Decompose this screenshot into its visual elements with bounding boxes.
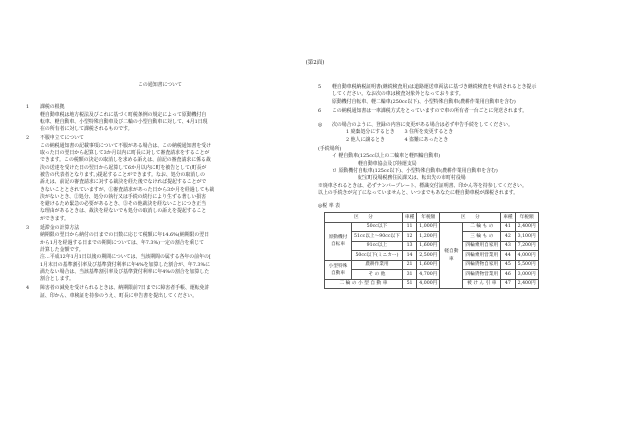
table-row xyxy=(325,232,539,242)
table-cell: 45 xyxy=(501,260,515,270)
table-cell: 50cc以下(ミニカー) xyxy=(352,251,403,261)
section-title: 不服申立てについて xyxy=(40,135,84,142)
table-row xyxy=(325,241,539,251)
notice-mark: ◎ xyxy=(318,122,323,129)
table-cell: 四輪貨物自家用 xyxy=(463,260,501,270)
table-header: 年税額 xyxy=(417,213,440,223)
section-1 xyxy=(26,104,294,133)
table-cell: 1,600円 xyxy=(417,260,440,270)
text-line: この納税通知書の記載事項について不服がある場合は、この納税通知書を受け xyxy=(40,142,212,149)
place-item: ロ 原動機付自転車(125cc以下)、小型特殊自動車(農耕作業用自動車を含む) xyxy=(332,167,498,174)
section-text xyxy=(40,143,294,223)
table-header: 車種 xyxy=(402,213,416,223)
rate-table xyxy=(324,212,539,289)
section-title: 課税の根拠 xyxy=(40,104,65,111)
section-text xyxy=(40,232,294,283)
text-line: 注…平成12年1月1日以後の期間については、当該期間の属する各年の前年の[ xyxy=(40,254,211,261)
table-cell: 31 xyxy=(402,270,416,280)
section-number: 2 xyxy=(26,135,30,142)
section-text xyxy=(40,285,294,300)
table-cell: 1,200円 xyxy=(417,232,440,242)
section-number: 5 xyxy=(318,84,322,90)
table-cell: 46 xyxy=(501,270,515,280)
text-line: 決の送達を受けた日の翌日から起算して6か月以内に町を被告として(町長が xyxy=(40,164,207,171)
section-text xyxy=(40,112,294,134)
section-2 xyxy=(26,135,294,223)
table-cell: 二 輪 も の xyxy=(463,222,501,232)
section-4 xyxy=(26,285,294,300)
text-line: 満たない場合は、当該基準割引率及び基準貸付利率に年4%の割合を加算した xyxy=(40,268,210,275)
table-cell: 11 xyxy=(402,222,416,232)
text-line: この納税通知書は一車課税方式をとっていますので車の所有者一台ごとに発送されます。 xyxy=(332,107,528,114)
table-cell: 2,400円 xyxy=(515,222,538,232)
table-cell: 43 xyxy=(501,241,515,251)
table-cell: 51cc以上～90cc以下 xyxy=(352,232,403,242)
table-row xyxy=(325,279,539,289)
text-line: 障害者の減免を受けられるときは、納期限前7日までに障害者手帳、運転免許 xyxy=(40,285,210,292)
place-item: 紀宝町役場税務住民課又は、転出先の市町村役場 xyxy=(358,175,466,182)
text-line: 証、印かん、車検証を持参のうえ、町長に申告書を提出してください。 xyxy=(40,292,198,299)
section-number: 1 xyxy=(26,104,30,111)
table-cell: 2,400円 xyxy=(515,279,538,289)
section-6 xyxy=(318,108,608,115)
table-cell: 二 輪 の 小 型 自 動 車 xyxy=(325,279,403,289)
table-cell: 7,200円 xyxy=(515,241,538,251)
text-line: な理由があるときは、裁決を経ないでも処分の取消しの訴えを提起すること xyxy=(40,208,207,215)
table-cell: 4,000円 xyxy=(417,279,440,289)
table-cell: 2,500円 xyxy=(417,251,440,261)
table-cell: 1,000円 xyxy=(417,222,440,232)
text-line: 決がないとき、②処分、処分の執行又は手続の続行により生ずる著しい損害 xyxy=(40,193,207,200)
table-cell: 50cc以下 xyxy=(352,222,403,232)
text-line: 計算した金額です。 xyxy=(40,246,84,253)
table-cell: 3,000円 xyxy=(515,270,538,280)
notice-heading: 次の場合のように、登録の内容に変更がある場合は必ず申告手続をしてください。 xyxy=(332,122,513,129)
place-item: イ 軽自動車(125cc以上の二輪車と軽四輪自動車) xyxy=(332,153,441,160)
table-cell: 51 xyxy=(402,279,416,289)
text-line: を避けるため緊急の必要があるとき、③その他裁決を経ないことにつき正当 xyxy=(40,201,206,208)
notice-case: 2 他人に譲るとき 4 盗難にあったとき xyxy=(346,136,449,143)
table-cell: 41 xyxy=(501,222,515,232)
text-line: 訴えは、前記の審査請求に対する裁決を経た後でなければ提起することがで xyxy=(40,179,207,186)
table-cell: 被 け ん 引 車 xyxy=(463,279,501,289)
table-cell: 農耕作業用 xyxy=(352,260,403,270)
table-cell: 4,000円 xyxy=(515,251,538,261)
section-number: 3 xyxy=(26,225,30,232)
table-cell: 47 xyxy=(501,279,515,289)
table-cell: 四輪貨物営業用 xyxy=(463,270,501,280)
table-cell: 91cc以上 xyxy=(352,241,403,251)
text-line: 取った日の翌日から起算して3か月以内に町長に対して審査請求をすることが xyxy=(40,150,210,157)
table-header: 区 分 xyxy=(440,213,501,223)
note-line: ※廃車されるときは、必ずナンバープレート、標識交付証明書、印かん等を持参してください。 xyxy=(318,182,527,189)
group-label: 軽自動車 xyxy=(440,222,463,289)
text-line: ができます。 xyxy=(40,215,69,222)
note-line: 以上の手続きが完了になっていませんと、いつまでもあなたに軽自動車税が課税されます。 xyxy=(318,189,519,196)
table-row xyxy=(325,251,539,261)
table-header: 年税額 xyxy=(515,213,538,223)
text-line: できます。この税額の決定の取消しを求める訴えは、前記の審査請求に係る裁 xyxy=(40,157,211,164)
table-cell: そ の 他 xyxy=(352,270,403,280)
text-line: 被告の代表者となります。)提起することができます。なお、処分の取消しの xyxy=(40,171,205,178)
section-5 xyxy=(318,84,608,106)
change-notice xyxy=(318,122,608,144)
table-cell: 1,600円 xyxy=(417,241,440,251)
text-line: 軽自動車税納税証明書(継続検査用)は道路運送車両法に基づき継続検査を申請されるとき提示 xyxy=(332,84,537,90)
right-column xyxy=(318,84,608,289)
group-label: 小型特殊自動車 xyxy=(325,260,352,279)
table-cell: 5,500円 xyxy=(515,260,538,270)
table-cell: 四輪乗用自家用 xyxy=(463,241,501,251)
left-heading: この通知書について xyxy=(138,82,182,88)
table-row xyxy=(325,260,539,270)
table-row xyxy=(325,222,539,232)
text-line: 納期限の翌日から納付の日までの日数に応じて税額に年14.6%(納期限の翌日 xyxy=(40,232,210,239)
text-line: 原動機付自転車、軽二輪車(250cc以下)、小型特殊自動車(農耕作業用自動車を含む) xyxy=(332,98,516,105)
table-header: 区 分 xyxy=(325,213,403,223)
page-label: (第2面) xyxy=(305,60,325,66)
rate-table-title: ◎税 率 表 xyxy=(318,203,341,210)
table-cell: 21 xyxy=(402,260,416,270)
text-line: してください。なお次の車は検査対象外となっております。 xyxy=(332,91,464,98)
section-3 xyxy=(26,225,294,283)
table-header-row xyxy=(325,213,539,223)
text-line: 転車、軽自動車、小型特殊自動車及び二輪の小型自動車に対して、4月1日現 xyxy=(40,118,208,125)
section-title: 延滞金の計算方法 xyxy=(40,225,80,232)
table-cell: 4,700円 xyxy=(417,270,440,280)
table-cell: 14 xyxy=(402,251,416,261)
group-label: 原動機付自転車 xyxy=(325,222,352,260)
section-number: 6 xyxy=(318,107,322,114)
text-line: 在の所有者に対して課税されるものです。 xyxy=(40,126,133,133)
table-cell: 3,100円 xyxy=(515,232,538,242)
table-cell: 三 輪 も の xyxy=(463,232,501,242)
table-cell: 44 xyxy=(501,251,515,261)
table-cell: 12 xyxy=(402,232,416,242)
text-line: 軽自動車税は地方税法及びこれに基づく町税条例の規定によって原動機付自 xyxy=(40,111,207,118)
place-item: 軽自動車協会及び陸運支局 xyxy=(358,160,417,167)
table-header: 車種 xyxy=(501,213,515,223)
text-line: 1月末日の基準割引率及び基準貸付利率に年4%を加算した割合が、年7.3%に xyxy=(40,261,211,268)
table-cell: 四輪乗用営業用 xyxy=(463,251,501,261)
section-number: 4 xyxy=(26,285,30,292)
text-line: きないこととされていますが、①審査請求があった日から3か月を経過しても裁 xyxy=(40,186,215,193)
table-cell: 13 xyxy=(402,241,416,251)
text-line: から1月を経過する日までの期間については、年7.3%)一定の割合を乗じて xyxy=(40,239,205,246)
text-line: 割合とします。 xyxy=(40,276,74,283)
notice-case: 1 廃棄処分にするとき 3 住所を変更するとき xyxy=(346,129,454,136)
left-column xyxy=(26,82,294,302)
table-row xyxy=(325,270,539,280)
table-cell: 42 xyxy=(501,232,515,242)
place-label: (手続場所) xyxy=(318,146,342,153)
